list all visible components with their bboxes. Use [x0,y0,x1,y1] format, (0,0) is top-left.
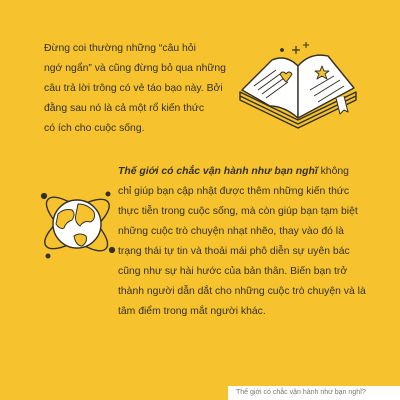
intro-paragraph [44,39,224,139]
description-line: cũng như sự hài hước của bản thân. Biến bạn trở [118,266,348,277]
description-first-line [118,162,358,182]
description-line: trạng thái tự tin và thoải mái phô diễn sự uyên bác [118,246,350,257]
description-paragraph [118,162,366,322]
intro-line: có ích cho cuộc sống. [44,123,145,134]
description-line: chỉ giúp bạn cập nhật được thêm những kiến thức [118,186,350,197]
lead-tail: không [317,166,349,177]
globe-orbit-icon [36,176,118,272]
description-line: những cuộc trò chuyện nhạt nhẽo, thay vào đó là [118,226,344,237]
description-line: tâm điểm trong mắt người khác. [118,306,266,317]
intro-line: đằng sau nó là cả một rổ kiến thức [44,103,205,114]
description-line: thành người dẫn dắt cho những cuộc trò chuyện và là [118,286,366,297]
intro-line: câu trả lời trông có vẻ táo bạo này. Bởi [44,83,223,94]
intro-line: ngớ ngẩn” và cũng đừng bỏ qua những [44,63,226,74]
book-title-inline: Thế giới có chắc vận hành như bạn nghĩ [118,166,318,177]
footer-title-tag: Thế giới có chắc vận hành như bạn nghĩ? [228,386,400,400]
intro-line: Đừng coi thường những “câu hỏi [44,43,196,54]
open-book-icon [236,40,360,132]
description-line: thực tiễn trong cuộc sống, mà còn giúp bạn tạm biệt [118,206,358,217]
